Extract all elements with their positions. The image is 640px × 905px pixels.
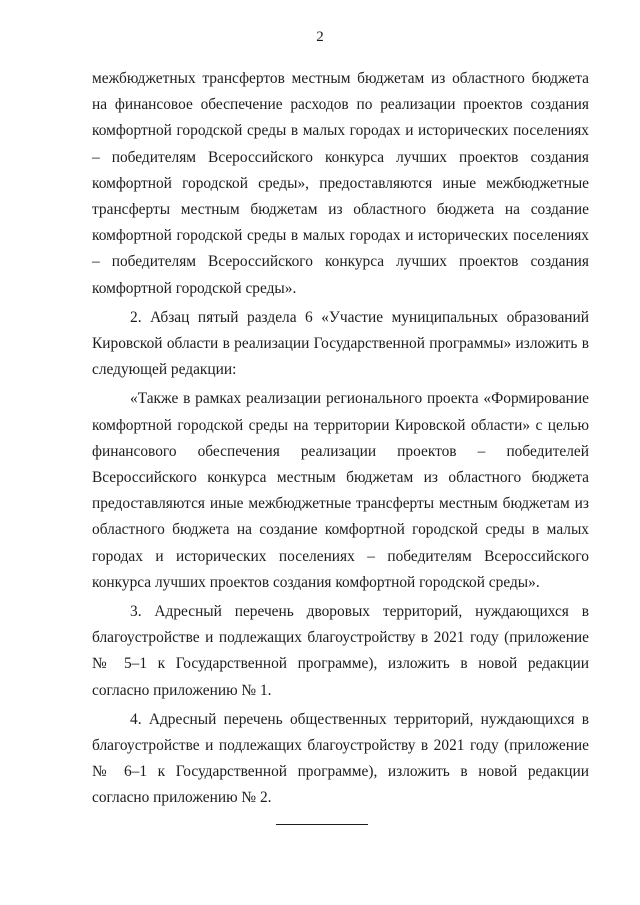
page-number: 2: [316, 29, 324, 45]
paragraph-quoted-text: «Также в рамках реализации регионального проекта «Формирование комфортной городской среды на территории Кировской области» с целью финансового обеспечения реализации проектов – победителей Всероссийского конкурса местным бюджетам из областного бюджета предоставляются иные межбюджетные трансферты местным бюджетам из областного бюджета на создание комфортной городской среды в малых городах и исторических поселениях – победителям Всероссийского конкурса лучших проектов создания комфортной городской среды».: [92, 390, 589, 591]
paragraph-item-3: 3. Адресный перечень дворовых территорий, нуждающихся в благоустройстве и подлежащих благоустройству в 2021 году (приложение № 5–1 к Государственной программе), изложить в новой редакции согласно приложению № 1.: [92, 603, 589, 699]
document-body: [92, 66, 589, 812]
paragraph-continuation: межбюджетных трансфертов местным бюджетам из областного бюджета на финансовое обеспечение расходов по реализации проектов создания комфортной городской среды в малых городах и исторических поселениях – победителям Всероссийского конкурса лучших проектов создания комфортной городской среды», предоставляются иные межбюджетные трансферты местным бюджетам из областного бюджета на создание комфортной городской среды в малых городах и исторических поселениях – победителям Всероссийского конкурса лучших проектов создания комфортной городской среды».: [92, 70, 589, 297]
closing-divider-line: [276, 824, 368, 825]
paragraph-item-2: 2. Абзац пятый раздела 6 «Участие муниципальных образований Кировской области в реализации Государственной программы» изложить в следующей редакции:: [92, 308, 589, 379]
paragraph-item-4: 4. Адресный перечень общественных территорий, нуждающихся в благоустройстве и подлежащих благоустройству в 2021 году (приложение № 6–1 к Государственной программе), изложить в новой редакции согласно приложению № 2.: [92, 710, 589, 807]
